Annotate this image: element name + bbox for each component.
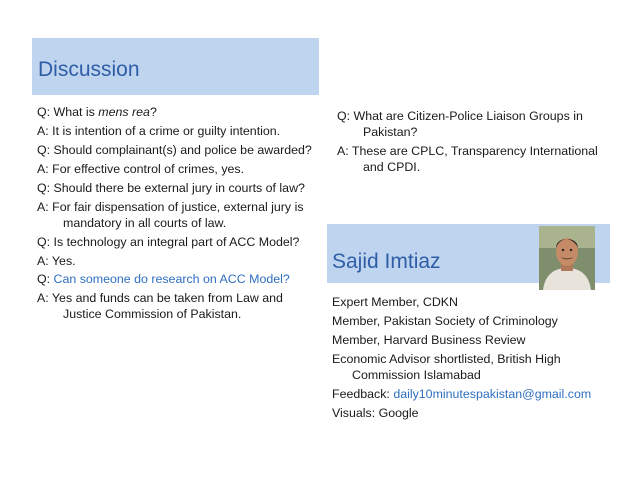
discussion-left-column xyxy=(37,104,315,325)
feedback-email-link[interactable]: daily10minutespakistan@gmail.com xyxy=(393,387,592,401)
author-bio xyxy=(332,294,612,424)
qa-item: A: For fair dispensation of justice, external jury is mandatory in all courts of law. xyxy=(37,200,304,230)
feedback-line: Feedback: daily10minutespakistan@gmail.com xyxy=(332,387,592,401)
qa-item: A: Yes and funds can be taken from Law and Justice Commission of Pakistan. xyxy=(37,291,283,321)
qa-item: Q: Is technology an integral part of ACC Model? xyxy=(37,235,300,249)
qa-item: Q: Should there be external jury in courts of law? xyxy=(37,181,305,195)
bio-line: Expert Member, CDKN xyxy=(332,295,459,309)
research-question-link[interactable]: Can someone do research on ACC Model? xyxy=(53,272,290,286)
qa-item: A: For effective control of crimes, yes. xyxy=(37,162,245,176)
qa-item: A: It is intention of a crime or guilty intention. xyxy=(37,124,281,138)
qa-item: Q: Can someone do research on ACC Model? xyxy=(37,272,290,286)
bio-line: Economic Advisor shortlisted, British High Commission Islamabad xyxy=(332,352,561,382)
bio-line: Member, Pakistan Society of Criminology xyxy=(332,314,558,328)
qa-item: A: Yes. xyxy=(37,254,76,268)
discussion-title: Discussion xyxy=(38,58,140,81)
qa-item: Q: What are Citizen-Police Liaison Groups in Pakistan? xyxy=(337,109,583,139)
qa-item: A: These are CPLC, Transparency International and CPDI. xyxy=(337,144,598,174)
author-photo xyxy=(539,226,595,290)
bio-line: Member, Harvard Business Review xyxy=(332,333,526,347)
discussion-right-column xyxy=(337,108,612,178)
qa-item: Q: What is mens rea? xyxy=(37,105,157,119)
author-portrait-icon xyxy=(539,226,595,290)
mens-rea-term: mens rea xyxy=(98,105,150,119)
author-name: Sajid Imtiaz xyxy=(332,250,441,273)
visuals-credit: Visuals: Google xyxy=(332,406,419,420)
qa-item: Q: Should complainant(s) and police be awarded? xyxy=(37,143,312,157)
